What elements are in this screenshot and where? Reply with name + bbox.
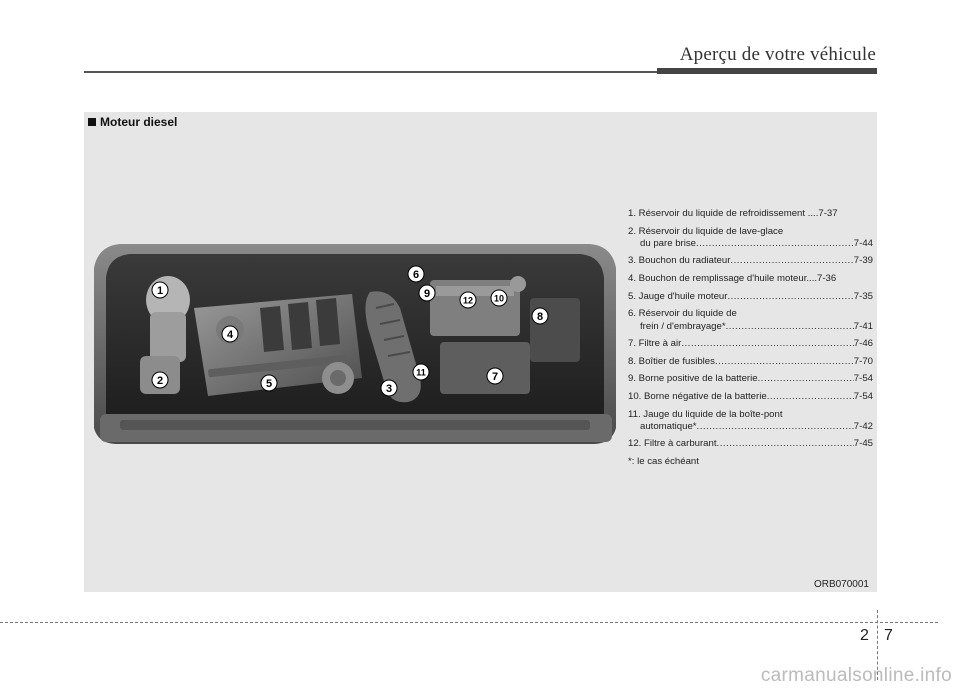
section-title [88,115,177,129]
legend-item: 9. Borne positive de la batterie ..... 7-54 [628,373,873,385]
legend-item: 3. Bouchon du radiateur ..... 7-39 [628,255,873,267]
page-header-title: Aperçu de votre véhicule [679,44,876,65]
marker-2: 2 [156,375,164,387]
marker-3: 3 [385,383,393,395]
marker-11: 11 [416,367,426,378]
watermark: carmanualsonline.info [760,665,952,686]
figure-code: ORB070001 [813,579,869,590]
marker-9: 9 [423,288,431,300]
component-legend [628,208,873,474]
header-rule-accent [657,68,877,74]
legend-note: *: le cas échéant [628,456,699,468]
figure-panel [84,112,877,592]
legend-item: 1. Réservoir du liquide de refroidissement .... 7-37 [628,208,838,219]
legend-item: 6. Réservoir du liquide de frein / d'embrayage* ..... 7-41 [628,308,873,333]
marker-7: 7 [491,371,499,383]
page-number: 7 [884,627,893,644]
marker-4: 4 [226,329,234,341]
marker-6: 6 [412,269,420,281]
legend-item: 4. Bouchon de remplissage d'huile moteur.... 7-36 [628,273,837,285]
footer-rule [0,622,938,623]
legend-item: 10. Borne négative de la batterie ..... 7-54 [628,391,873,403]
section-title-text: Moteur diesel [100,115,178,129]
marker-12: 12 [462,295,474,306]
engine-bay-illustration [90,238,620,452]
legend-item: 12. Filtre à carburant ..... 7-45 [628,438,873,450]
legend-item: 2. Réservoir du liquide de lave-glace du pare brise ..... 7-44 [628,226,873,251]
legend-item: 5. Jauge d'huile moteur ..... 7-35 [628,291,873,303]
square-bullet-icon [88,118,96,126]
marker-5: 5 [265,378,273,390]
marker-8: 8 [536,311,544,323]
marker-1: 1 [156,285,164,297]
marker-10: 10 [493,293,505,304]
air-filter-box [440,342,530,394]
legend-item: 11. Jauge du liquide de la boîte-pont automatique* ..... 7-42 [628,409,873,434]
legend-item: 7. Filtre à air ..... 7-46 [628,338,873,350]
legend-item: 8. Boîtier de fusibles ..... 7-70 [628,356,873,368]
fuse-box [530,298,580,362]
chapter-number: 2 [860,627,869,644]
